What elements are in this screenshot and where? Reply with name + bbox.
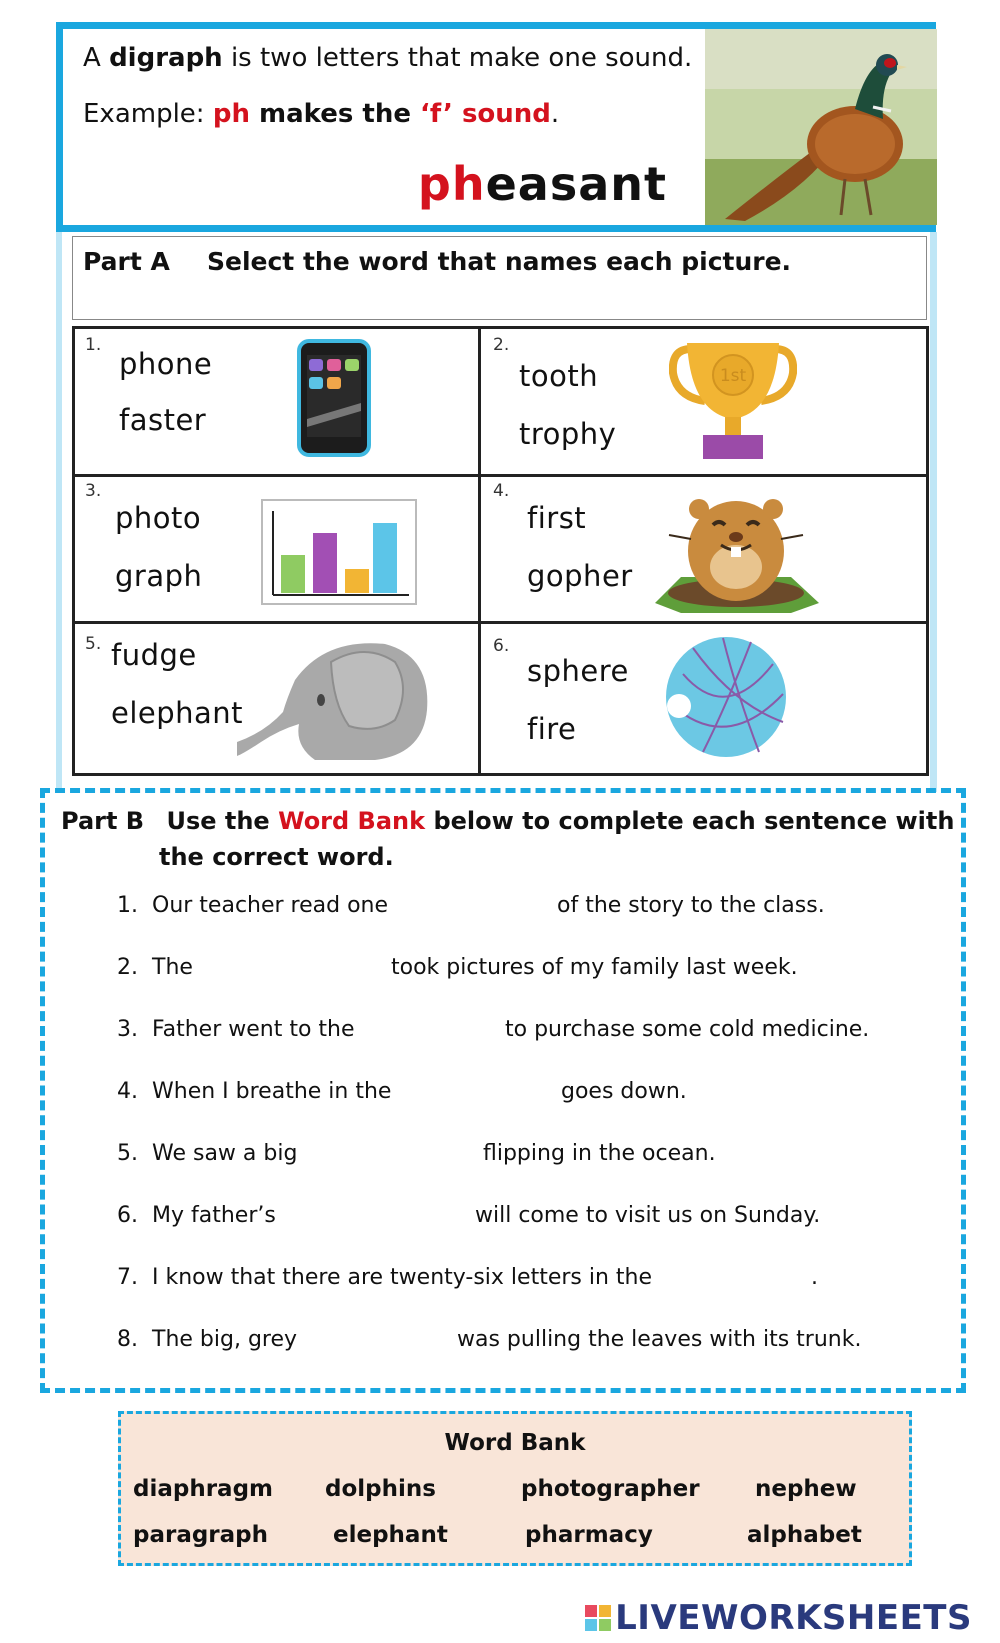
elephant-icon xyxy=(235,634,435,762)
sentence-1-end: of the story to the class. xyxy=(557,893,825,918)
intro-box xyxy=(56,22,936,232)
gopher-icon xyxy=(651,481,821,617)
word-elephant: elephant xyxy=(333,1522,448,1548)
frame-border-left xyxy=(56,232,62,792)
option-first[interactable]: first xyxy=(527,501,587,535)
sentence-6-end: will come to visit us on Sunday. xyxy=(475,1203,821,1228)
item-number: 3. xyxy=(85,481,102,501)
option-gopher[interactable]: gopher xyxy=(527,559,633,593)
sentence-3: 3. Father went to the xyxy=(117,1017,355,1042)
sentence-4: 4. When I breathe in the xyxy=(117,1079,392,1104)
digraph-example: Example: ph makes the ‘f’ sound. xyxy=(83,99,560,129)
part-a-header xyxy=(72,236,927,320)
option-graph[interactable]: graph xyxy=(115,559,203,593)
part-b-header: Part B Use the Word Bank below to complete each sentence with the correct word. xyxy=(61,807,955,871)
sentence-7-end: . xyxy=(811,1265,818,1290)
sphere-icon xyxy=(663,634,789,760)
sentence-5-end: flipping in the ocean. xyxy=(483,1141,716,1166)
part-b-box xyxy=(40,788,966,1393)
sentence-8: 8. The big, grey xyxy=(117,1327,298,1352)
phone-icon xyxy=(297,339,371,457)
sentence-5: 5. We saw a big xyxy=(117,1141,298,1166)
item-4 xyxy=(481,477,905,625)
option-trophy[interactable]: trophy xyxy=(519,417,617,451)
example-word: pheasant xyxy=(417,157,667,211)
liveworksheets-logo[interactable]: LIVEWORKSHEETS xyxy=(585,1598,972,1638)
bar-graph-icon xyxy=(261,499,417,605)
item-2 xyxy=(481,329,905,477)
item-number: 4. xyxy=(493,481,510,501)
option-phone[interactable]: phone xyxy=(119,347,213,381)
item-1 xyxy=(75,329,499,477)
item-5 xyxy=(75,624,499,772)
item-number: 2. xyxy=(493,335,510,355)
word-paragraph: paragraph xyxy=(133,1522,269,1548)
pheasant-photo xyxy=(705,29,937,225)
option-faster[interactable]: faster xyxy=(119,403,207,437)
word-bank xyxy=(118,1411,912,1566)
word-pharmacy: pharmacy xyxy=(525,1522,653,1548)
option-sphere[interactable]: sphere xyxy=(527,654,629,688)
sentence-7: 7. I know that there are twenty-six letters in the xyxy=(117,1265,653,1290)
part-a-instruction: Select the word that names each picture. xyxy=(207,247,792,276)
digraph-definition: A digraph is two letters that make one sound. xyxy=(83,43,693,73)
part-a-grid xyxy=(72,326,929,776)
sentence-4-end: goes down. xyxy=(561,1079,687,1104)
sentence-8-end: was pulling the leaves with its trunk. xyxy=(457,1327,862,1352)
sentence-2: 2. The xyxy=(117,955,193,980)
word-nephew: nephew xyxy=(755,1476,857,1502)
part-a-label: Part A xyxy=(83,247,170,276)
trophy-label: 1st xyxy=(719,366,747,386)
item-6 xyxy=(481,624,905,772)
sentence-3-end: to purchase some cold medicine. xyxy=(505,1017,870,1042)
word-bank-title: Word Bank xyxy=(444,1430,586,1456)
trophy-icon xyxy=(669,339,797,463)
word-dolphins: dolphins xyxy=(325,1476,436,1502)
item-3 xyxy=(75,477,499,625)
item-number: 5. xyxy=(85,634,102,654)
frame-border-right xyxy=(930,232,937,792)
item-number: 1. xyxy=(85,335,102,355)
item-number: 6. xyxy=(493,636,510,656)
part-b-label: Part B xyxy=(61,807,145,835)
sentence-1: 1. Our teacher read one xyxy=(117,893,389,918)
option-fire[interactable]: fire xyxy=(527,712,577,746)
word-diaphragm: diaphragm xyxy=(133,1476,273,1502)
word-alphabet: alphabet xyxy=(747,1522,862,1548)
option-photo[interactable]: photo xyxy=(115,501,202,535)
option-tooth[interactable]: tooth xyxy=(519,359,599,393)
option-elephant[interactable]: elephant xyxy=(111,696,244,730)
logo-icon xyxy=(585,1605,611,1631)
word-photographer: photographer xyxy=(521,1476,700,1502)
sentence-6: 6. My father’s xyxy=(117,1203,276,1228)
sentence-2-end: took pictures of my family last week. xyxy=(391,955,798,980)
option-fudge[interactable]: fudge xyxy=(111,638,197,672)
